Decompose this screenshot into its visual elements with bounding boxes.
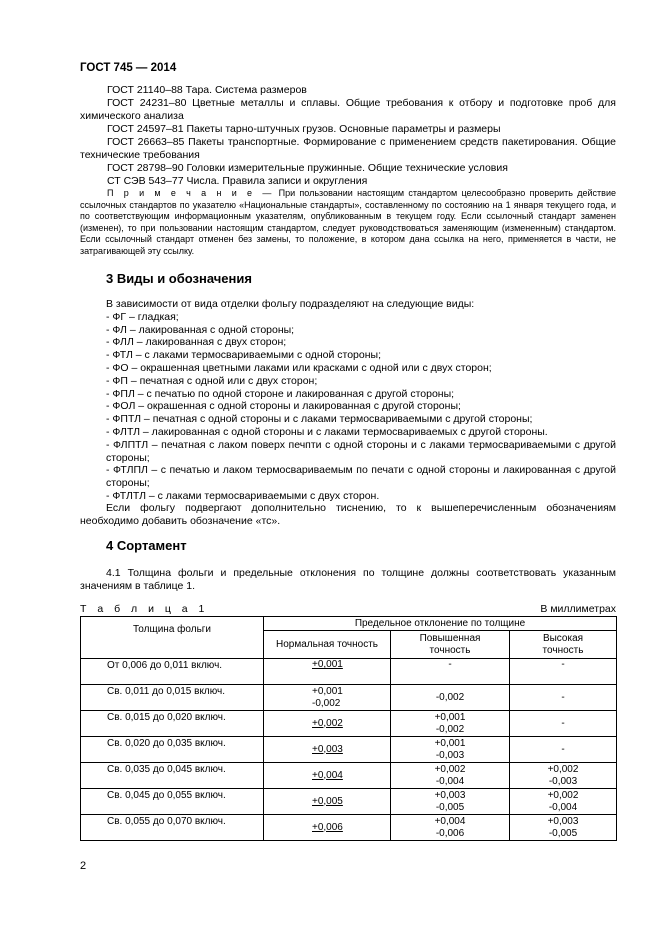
- table-caption: Т а б л и ц а 1: [80, 603, 209, 615]
- table-row: [81, 685, 617, 711]
- cell-normal: [264, 815, 391, 841]
- cell-highest: [510, 815, 617, 841]
- note-text: При пользовании настоящим стандартом целесообразно проверить действие ссылочных стандартов по указателю «Национальные стандарты», составленному по состоянию на 1 января текущего года, и по соответствующим информационным указателям, опубликованным в текущем году. Если ссылочный стандарт заменен (изменен), то при пользовании настоящим стандартом, следует руководствоваться заменяющим (измененным) стандартом. Если ссылочный стандарт отменен без замены, то положение, в котором дана ссылка на него, применяется в части, не затрагивающей эту ссылку.: [80, 188, 616, 256]
- header-high-label: Повышенная точность: [419, 632, 481, 656]
- table-row: [81, 711, 617, 737]
- table-unit: В миллиметрах: [540, 603, 616, 615]
- thickness-table: [80, 616, 617, 841]
- value-symmetric: +0,003: [312, 743, 343, 755]
- value: -: [561, 659, 565, 670]
- value: -: [448, 659, 452, 670]
- table-row: [81, 763, 617, 789]
- value-upper: +0,002: [434, 763, 466, 775]
- table-row: [81, 737, 617, 763]
- cell-highest: [510, 737, 617, 763]
- header-high: [391, 631, 510, 659]
- value-upper: +0,004: [434, 815, 466, 827]
- value-upper: +0,001: [434, 711, 466, 723]
- cell-thickness: Св. 0,055 до 0,070 включ.: [81, 815, 264, 841]
- list-item: - ФЛТЛ – лакированная с одной стороны и с лаками термосвариваемых с другой стороны.: [106, 425, 548, 438]
- value-upper: +0,001: [312, 685, 343, 697]
- embossing-paragraph-block: [80, 502, 616, 528]
- cell-highest: [510, 685, 617, 711]
- value-upper: +0,003: [434, 789, 466, 801]
- list-item: - ФТЛПЛ – с печатью и лаком термосвариваемым по печати с одной стороны и лакированная с другой стороны;: [106, 464, 616, 490]
- value-lower: -0,003: [548, 775, 578, 787]
- cell-high: [391, 815, 510, 841]
- list-item: - ФТЛТЛ – с лаками термосвариваемыми с двух сторон.: [106, 489, 380, 502]
- cell-high: [391, 789, 510, 815]
- normative-references: [80, 84, 616, 257]
- cell-thickness: Св. 0,015 до 0,020 включ.: [81, 711, 264, 737]
- cell-high: [391, 763, 510, 789]
- list-item: - ФЛЛ – лакированная с двух сторон;: [106, 336, 287, 349]
- value: -0,002: [435, 691, 465, 703]
- value-symmetric: +0,002: [312, 717, 343, 729]
- cell-normal: [264, 763, 391, 789]
- value-lower: -0,004: [435, 775, 465, 787]
- list-item: - ФО – окрашенная цветными лаками или красками с одной или с двух сторон;: [106, 361, 492, 374]
- reference-item: ГОСТ 24231–80 Цветные металлы и сплавы. Общие требования к отбору и подготовке проб для химического анализа: [80, 97, 616, 122]
- list-item: - ФЛ – лакированная с одной стороны;: [106, 323, 295, 336]
- list-item: - ФЛПТЛ – печатная с лаком поверх печпти с одной стороны и с лаками термосвариваемыми с другой стороны;: [106, 438, 616, 464]
- value-lower: -0,005: [548, 827, 578, 839]
- header-normal: Нормальная точность: [264, 631, 391, 659]
- cell-thickness: Св. 0,035 до 0,045 включ.: [81, 763, 264, 789]
- value-upper: +0,002: [547, 763, 579, 775]
- running-header: ГОСТ 745 — 2014: [80, 62, 177, 74]
- cell-normal: [264, 737, 391, 763]
- cell-thickness: Св. 0,045 до 0,055 включ.: [81, 789, 264, 815]
- value-upper: +0,003: [547, 815, 579, 827]
- cell-high: [391, 659, 510, 685]
- value-lower: -0,003: [435, 749, 465, 761]
- cell-highest: [510, 711, 617, 737]
- reference-item: СТ СЭВ 543–77 Числа. Правила записи и округления: [107, 175, 368, 187]
- value-lower: -0,005: [435, 801, 465, 813]
- header-highest: [510, 631, 617, 659]
- types-intro: В зависимости от вида отделки фольгу подразделяют на следующие виды:: [106, 298, 475, 310]
- list-item: - ФПЛ – с печатью по одной стороне и лакированная с другой стороны;: [106, 387, 455, 400]
- reference-item: ГОСТ 24597–81 Пакеты тарно-штучных грузов. Основные параметры и размеры: [107, 123, 501, 135]
- value-lower: -0,002: [312, 697, 341, 709]
- list-item: - ФГ – гладкая;: [106, 310, 179, 323]
- section-3-title: 3 Виды и обозначения: [106, 271, 252, 286]
- value-symmetric: +0,005: [312, 795, 343, 807]
- value-upper: +0,001: [434, 737, 466, 749]
- cell-normal: [264, 685, 391, 711]
- header-thickness: [81, 617, 264, 659]
- list-item: - ФОЛ – окрашенная с одной стороны и лакированная с другой стороны;: [106, 400, 461, 413]
- table-row: [81, 789, 617, 815]
- header-group: Предельное отклонение по толщине: [264, 617, 617, 631]
- value-symmetric: +0,006: [312, 821, 343, 833]
- reference-item: ГОСТ 28798–90 Головки измерительные пружинные. Общие технические условия: [107, 162, 508, 174]
- list-item: - ФП – печатная с одной или с двух сторон;: [106, 374, 318, 387]
- list-item: - ФПТЛ – печатная с одной стороны и с лаками термосвариваемыми с другой стороны;: [106, 413, 533, 426]
- value-lower: -0,004: [548, 801, 578, 813]
- table-body: [81, 659, 617, 841]
- reference-item: ГОСТ 26663–85 Пакеты транспортные. Формирование с применением средств пакетирования. Общие технические требования: [80, 136, 616, 161]
- cell-normal: [264, 711, 391, 737]
- value: -: [561, 691, 565, 703]
- value: -: [561, 743, 565, 755]
- table-row: [81, 815, 617, 841]
- cell-high: [391, 711, 510, 737]
- table-row: [81, 659, 617, 685]
- header-highest-label: Высокая точность: [542, 632, 584, 656]
- foil-types-list: [106, 298, 616, 503]
- cell-highest: [510, 789, 617, 815]
- value-upper: +0,002: [547, 789, 579, 801]
- reference-item: ГОСТ 21140–88 Тара. Система размеров: [107, 84, 307, 96]
- header-thickness-label: Толщина фольги: [132, 624, 212, 635]
- page-number: 2: [80, 860, 87, 872]
- embossing-paragraph: Если фольгу подвергают дополнительно тиснению, то к вышеперечисленным обозначениям необходимо добавить обозначение «тс».: [80, 502, 616, 527]
- section-4-intro-block: [80, 567, 616, 593]
- list-item: - ФТЛ – с лаками термосвариваемыми с одной стороны;: [106, 349, 381, 362]
- value: -: [561, 717, 565, 729]
- value-lower: -0,002: [435, 723, 465, 735]
- cell-thickness: От 0,006 до 0,011 включ.: [81, 659, 264, 685]
- cell-highest: [510, 659, 617, 685]
- reference-note: [80, 188, 616, 257]
- section-4-title: 4 Сортамент: [106, 538, 187, 553]
- cell-high: [391, 737, 510, 763]
- section-4-intro: 4.1 Толщина фольги и предельные отклонения по толщине должны соответствовать указанным значениям в таблице 1.: [80, 567, 616, 592]
- cell-high: [391, 685, 510, 711]
- value-symmetric: +0,004: [312, 769, 343, 781]
- value-lower: -0,006: [435, 827, 465, 839]
- value-symmetric: +0,001: [312, 659, 343, 670]
- note-label: П р и м е ч а н и е —: [107, 188, 275, 198]
- cell-thickness: Св. 0,020 до 0,035 включ.: [81, 737, 264, 763]
- cell-thickness: Св. 0,011 до 0,015 включ.: [81, 685, 264, 711]
- cell-normal: [264, 789, 391, 815]
- cell-normal: [264, 659, 391, 685]
- cell-highest: [510, 763, 617, 789]
